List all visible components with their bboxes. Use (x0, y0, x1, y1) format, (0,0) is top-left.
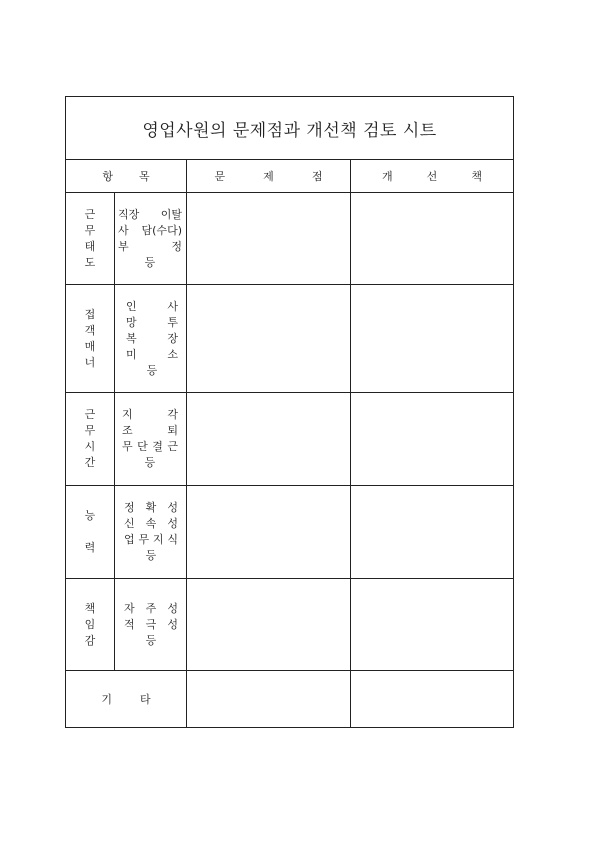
header-item-char: 항 (102, 170, 113, 183)
header-problem-char: 제 (263, 170, 274, 183)
item-line (122, 407, 178, 423)
items-work-attitude (118, 193, 182, 284)
review-sheet-table (65, 96, 514, 728)
category-char: 접 (84, 307, 96, 321)
improvement-cell[interactable] (351, 579, 513, 670)
category-ability (66, 486, 114, 578)
header-item-char: 목 (139, 170, 150, 183)
item-etc: 등 (144, 255, 156, 269)
item-text: 적 (124, 617, 135, 631)
category-char: 력 (84, 541, 96, 554)
item-text: 각 (167, 408, 178, 421)
category-customer-manner (66, 285, 114, 392)
header-improvement-char: 책 (471, 170, 482, 183)
item-line (118, 207, 182, 223)
item-text: 인 (126, 299, 137, 313)
item-line (118, 239, 182, 255)
item-text: 신 (124, 517, 135, 530)
improvement-cell[interactable] (351, 486, 513, 578)
item-text: 투 (167, 315, 178, 329)
header-improvement-char: 선 (426, 170, 438, 183)
problem-cell[interactable] (187, 486, 350, 578)
item-text: 망 (126, 315, 137, 329)
item-text: 정 (124, 501, 135, 514)
header-improvement-char: 개 (382, 170, 393, 183)
item-text: 주 (145, 601, 157, 615)
category-char: 근 (84, 408, 96, 421)
item-line (124, 617, 178, 633)
item-text: 무 (138, 533, 150, 546)
improvement-cell[interactable] (351, 285, 513, 392)
category-char: 태 (84, 239, 96, 253)
improvement-cell[interactable] (351, 193, 513, 284)
item-text: 조 (122, 424, 133, 437)
category-char: 도 (84, 255, 96, 269)
item-line (126, 299, 178, 315)
item-text: 식 (167, 533, 178, 546)
item-text: 정 (171, 239, 182, 253)
item-text: 단 (137, 440, 148, 453)
category-work-hours (66, 393, 114, 485)
item-text: 미 (126, 347, 137, 361)
header-problem-char: 문 (214, 170, 226, 183)
category-char: 너 (84, 355, 96, 369)
sheet-title: 영업사원의 문제점과 개선책 검토 시트 (142, 120, 437, 141)
category-char: 매 (84, 339, 96, 353)
category-char: 객 (84, 323, 96, 337)
other-char: 기 (101, 693, 112, 706)
item-line (124, 601, 178, 617)
category-char: 감 (84, 633, 96, 647)
item-text: 성 (167, 617, 178, 631)
item-etc: 등 (146, 363, 158, 377)
item-text: 소 (167, 347, 178, 361)
category-char: 시 (84, 440, 96, 453)
item-text: 지 (122, 408, 133, 421)
items-work-hours (122, 393, 178, 485)
problem-cell[interactable] (187, 671, 350, 727)
item-line (118, 223, 182, 239)
item-text: 성 (167, 517, 178, 530)
item-text: 사 (118, 223, 129, 237)
category-char: 임 (84, 617, 96, 631)
header-item (66, 160, 186, 192)
item-text: 성 (167, 601, 178, 615)
other-row-label (66, 671, 186, 727)
item-text: 사 (167, 299, 178, 313)
item-line (124, 500, 178, 516)
item-text: 근 (167, 440, 178, 453)
item-text: 복 (126, 331, 137, 345)
problem-cell[interactable] (187, 393, 350, 485)
category-divider (114, 192, 115, 670)
item-text: 무 (122, 440, 133, 453)
items-responsibility (124, 579, 178, 670)
category-responsibility (66, 579, 114, 670)
improvement-cell[interactable] (351, 671, 513, 727)
header-problem (187, 160, 350, 192)
item-text: 부 (118, 239, 129, 253)
item-etc: 등 (144, 456, 156, 469)
problem-cell[interactable] (187, 285, 350, 392)
item-line (122, 439, 178, 455)
category-char: 무 (84, 424, 96, 437)
category-char: 무 (84, 223, 96, 237)
item-line (124, 516, 178, 532)
category-char: 능 (84, 509, 96, 522)
item-text: 성 (167, 501, 178, 514)
other-char: 타 (140, 693, 151, 706)
header-improvement (351, 160, 513, 192)
category-char: 근 (84, 207, 96, 221)
improvement-cell[interactable] (351, 393, 513, 485)
item-text: 장 (167, 331, 178, 345)
items-customer-manner (126, 285, 178, 392)
item-text: 극 (145, 617, 157, 631)
item-text: 결 (152, 440, 163, 453)
item-line (126, 347, 178, 363)
item-line (126, 315, 178, 331)
category-char: 간 (84, 456, 96, 469)
item-line (124, 532, 178, 548)
item-text: 이탈 (160, 207, 182, 221)
item-text: 확 (145, 501, 157, 514)
item-text: 담(수다) (141, 223, 182, 237)
item-text: 업 (124, 533, 135, 546)
item-text: 직장 (118, 207, 140, 221)
item-line (126, 331, 178, 347)
category-work-attitude (66, 193, 114, 284)
item-line (122, 423, 178, 439)
items-ability (124, 486, 178, 578)
item-etc: 등 (145, 633, 157, 647)
category-char: 책 (84, 601, 96, 615)
item-text: 자 (124, 601, 135, 615)
item-etc: 등 (145, 549, 157, 562)
item-text: 퇴 (167, 424, 178, 437)
problem-cell[interactable] (187, 579, 350, 670)
problem-cell[interactable] (187, 193, 350, 284)
title-row (66, 97, 513, 160)
header-problem-char: 점 (311, 170, 323, 183)
item-text: 지 (152, 533, 164, 546)
item-text: 속 (145, 517, 157, 530)
